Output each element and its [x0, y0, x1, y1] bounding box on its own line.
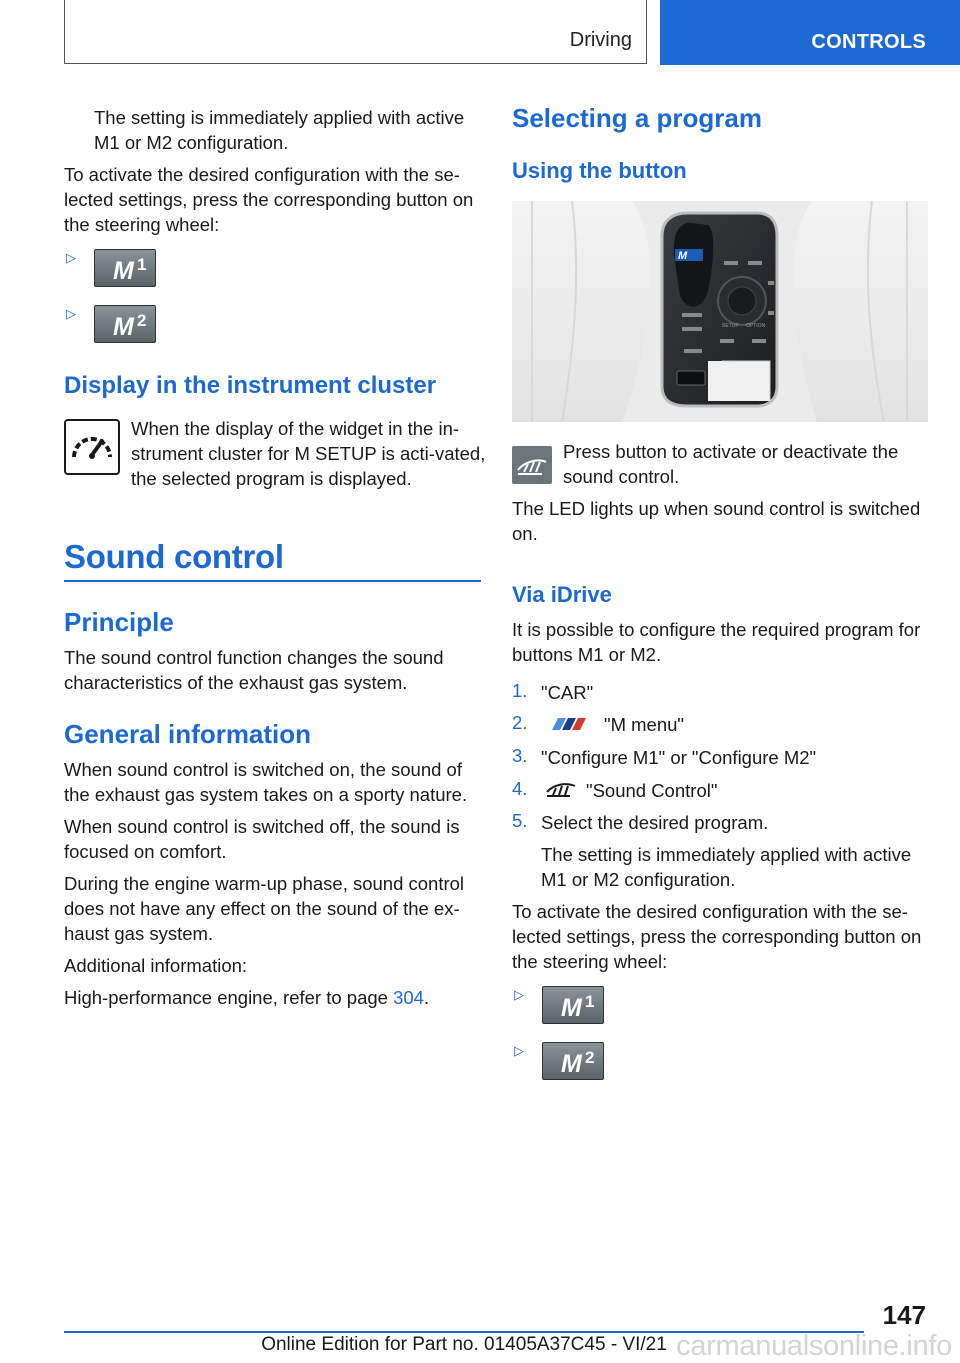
bullet-triangle-icon: ▷ [66, 306, 76, 321]
press-button-text: Press button to activate or deactivate the sound control. [563, 441, 899, 487]
svg-text:M: M [678, 250, 688, 262]
svg-text:M: M [561, 1050, 582, 1078]
principle-heading: Principle [64, 607, 174, 637]
sound-control-title: Sound control [64, 538, 284, 575]
edition-footer: Online Edition for Part no. 01405A37C45 - VI/21 [261, 1334, 667, 1355]
step-text-select: Select the desired program. [541, 812, 769, 833]
using-button-heading: Using the button [512, 158, 687, 183]
selecting-heading: Selecting a program [512, 103, 762, 133]
svg-text:M: M [561, 994, 582, 1022]
header-section-box [64, 0, 647, 64]
bullet-triangle-icon: ▷ [514, 1043, 524, 1058]
svg-text:M: M [113, 313, 134, 341]
step-text-m-menu: "M menu" [604, 714, 684, 735]
general-paragraph-1: When sound control is switched on, the sound of the exhaust gas system takes on a sporty nature. [64, 759, 468, 805]
exhaust-sound-small-icon [544, 780, 578, 800]
svg-text:SETUP: SETUP [722, 323, 739, 329]
exhaust-sound-icon [512, 446, 552, 484]
page-ref-link[interactable]: 304 [393, 987, 424, 1008]
svg-text:2: 2 [137, 311, 147, 330]
step-number: 2. [512, 712, 528, 733]
bullet-triangle-icon: ▷ [514, 987, 524, 1002]
display-heading: Display in the instrument cluster [64, 372, 437, 399]
principle-text: The sound control function changes the sound characteristics of the exhaust gas system. [64, 647, 444, 693]
intro-paragraph: To activate the desired configuration with the se-lected settings, press the corresponding button on the steering wheel: [64, 164, 474, 235]
led-text: The LED lights up when sound control is switched on. [512, 498, 921, 544]
bullet-triangle-icon: ▷ [66, 250, 76, 265]
intro-indent-text: The setting is immediately applied with active M1 or M2 configuration. [94, 107, 465, 153]
step-text-car: "CAR" [541, 682, 594, 703]
page-ref-suffix: . [423, 987, 430, 1008]
general-paragraph-3: During the engine warm-up phase, sound control does not have any effect on the sound of the ex-haust gas system. [64, 873, 465, 944]
m1-button-icon [542, 986, 604, 1024]
step-number: 5. [512, 810, 528, 831]
step-number: 4. [512, 778, 528, 799]
general-paragraph-5 [64, 985, 482, 1010]
step-text-sound-control: "Sound Control" [586, 780, 718, 801]
m1-button-icon [94, 249, 156, 287]
header-section-label: Driving [569, 29, 632, 51]
page-ref-prefix: High-performance engine, refer to page [64, 987, 394, 1008]
svg-text:M: M [113, 257, 134, 285]
via-idrive-text: It is possible to configure the required program for buttons M1 or M2. [512, 619, 921, 665]
svg-text:1: 1 [585, 992, 595, 1011]
display-text: When the display of the widget in the in-strument cluster for M SETUP is acti-vated, the selected program is displayed. [131, 418, 486, 489]
step-number: 3. [512, 745, 528, 766]
header-chapter-tab [660, 0, 960, 65]
title-rule [64, 580, 481, 582]
activate-paragraph: To activate the desired configuration with the se-lected settings, press the corresponding button on the steering wheel: [512, 901, 922, 972]
m-stripes-icon [546, 716, 594, 732]
m2-button-icon [542, 1042, 604, 1080]
page-number: 147 [882, 1300, 926, 1330]
svg-text:2: 2 [585, 1048, 595, 1067]
step-text-configure: "Configure M1" or "Configure M2" [541, 747, 817, 768]
svg-text:1: 1 [137, 255, 147, 274]
step-number: 1. [512, 680, 528, 701]
via-idrive-heading: Via iDrive [512, 582, 612, 607]
header-chapter-label: CONTROLS [811, 31, 926, 53]
center-console-photo [512, 201, 928, 422]
general-heading: General information [64, 719, 312, 749]
step5-subtext: The setting is immediately applied with active M1 or M2 configuration. [541, 844, 912, 890]
m2-button-icon [94, 305, 156, 343]
svg-text:OPTION: OPTION [746, 323, 766, 329]
general-paragraph-2: When sound control is switched off, the sound is focused on comfort. [64, 816, 460, 862]
watermark: carmanualsonline.info [676, 1330, 952, 1362]
speedometer-icon [64, 419, 120, 475]
general-paragraph-4: Additional information: [64, 955, 248, 976]
